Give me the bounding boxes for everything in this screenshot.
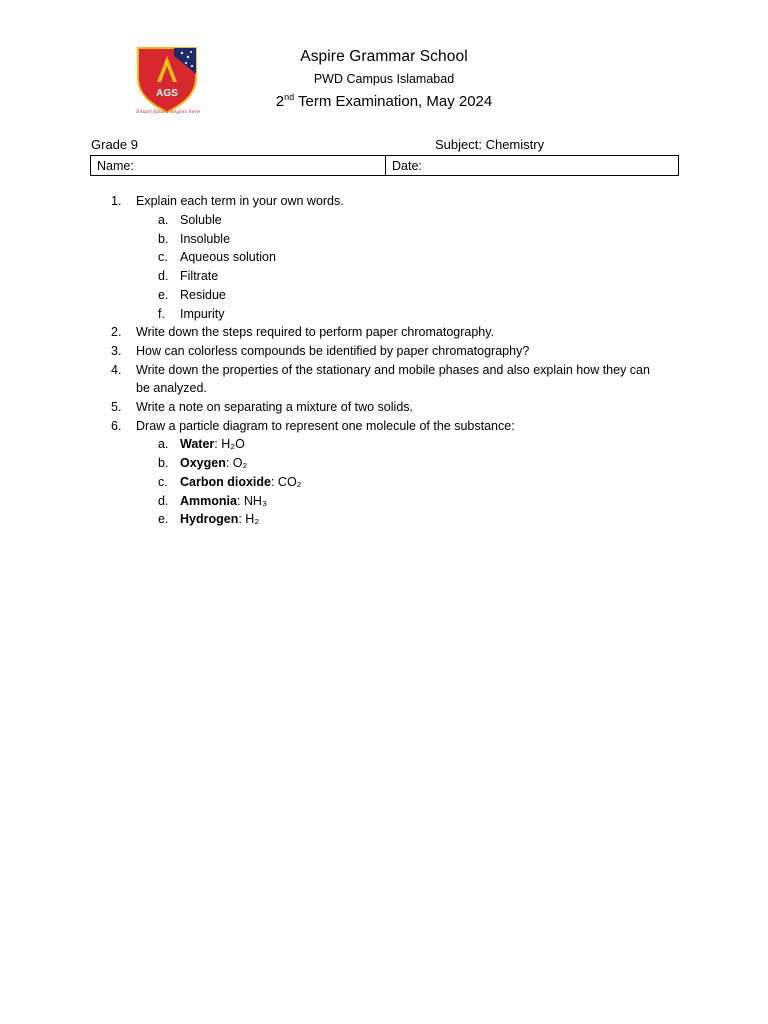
term-letter: e. (158, 287, 169, 302)
term-letter: f. (158, 306, 165, 321)
question-text-continued: be analyzed. (136, 381, 207, 396)
substance-formula: : O₂ (225, 456, 248, 471)
subject-label: Subject: Chemistry (435, 137, 545, 152)
exam-title (0, 92, 768, 110)
question-text: How can colorless compounds be identified by paper chromatography? (136, 343, 530, 358)
substance-name: Carbon dioxide (180, 474, 271, 489)
term-letter: d. (158, 269, 169, 284)
substance-name: Oxygen (180, 456, 226, 471)
question-number: 5. (111, 400, 122, 414)
exam-ordinal: 2 (275, 93, 285, 110)
question-number: 6. (111, 418, 122, 433)
term-text: Aqueous solution (180, 250, 276, 265)
name-field[interactable]: Name: (91, 156, 386, 176)
exam-ordinal-suffix: nd (284, 92, 295, 102)
substance-formula: : H₂ (238, 512, 260, 527)
question-text: Write a note on separating a mixture of two solids. (136, 400, 413, 414)
substance-letter: c. (158, 474, 168, 489)
question-text: Draw a particle diagram to represent one molecule of the substance: (136, 418, 515, 433)
substance-letter: d. (158, 493, 169, 508)
substance-letter: a. (158, 437, 169, 452)
term-letter: c. (158, 250, 168, 265)
substance-formula: : CO₂ (270, 474, 302, 489)
question-number: 3. (111, 343, 122, 358)
question-number: 1. (111, 194, 122, 208)
question-text: Explain each term in your own words. (136, 194, 344, 208)
term-letter: b. (158, 231, 169, 246)
question-number: 4. (111, 362, 122, 377)
svg-text:AGS: AGS (156, 88, 178, 99)
term-text: Soluble (180, 213, 222, 227)
substance-formula: : NH₃ (236, 493, 268, 508)
term-text: Insoluble (180, 231, 231, 246)
term-text: Residue (180, 287, 226, 302)
substance-name: Ammonia (180, 493, 237, 508)
question-text: Write down the steps required to perform paper chromatography. (136, 325, 495, 340)
student-info-table (90, 155, 679, 176)
question-text: Write down the properties of the stationary and mobile phases and also explain how they can (136, 362, 650, 377)
term-text: Filtrate (180, 269, 219, 284)
term-text: Impurity (180, 306, 225, 321)
substance-formula: : H₂O (214, 437, 245, 452)
school-name: Aspire Grammar School (300, 48, 468, 65)
grade-label: Grade 9 (91, 137, 138, 152)
substance-letter: b. (158, 456, 169, 471)
term-letter: a. (158, 213, 169, 227)
substance-letter: e. (158, 512, 169, 527)
substance-name: Water (180, 437, 215, 452)
campus-name: PWD Campus Islamabad (313, 72, 455, 86)
question-number: 2. (111, 325, 122, 340)
exam-title-rest: Term Examination, May 2024 (294, 93, 493, 110)
substance-name: Hydrogen (180, 512, 239, 527)
date-field[interactable]: Date: (386, 156, 679, 176)
logo-tagline: Smart future begins here (135, 109, 201, 115)
